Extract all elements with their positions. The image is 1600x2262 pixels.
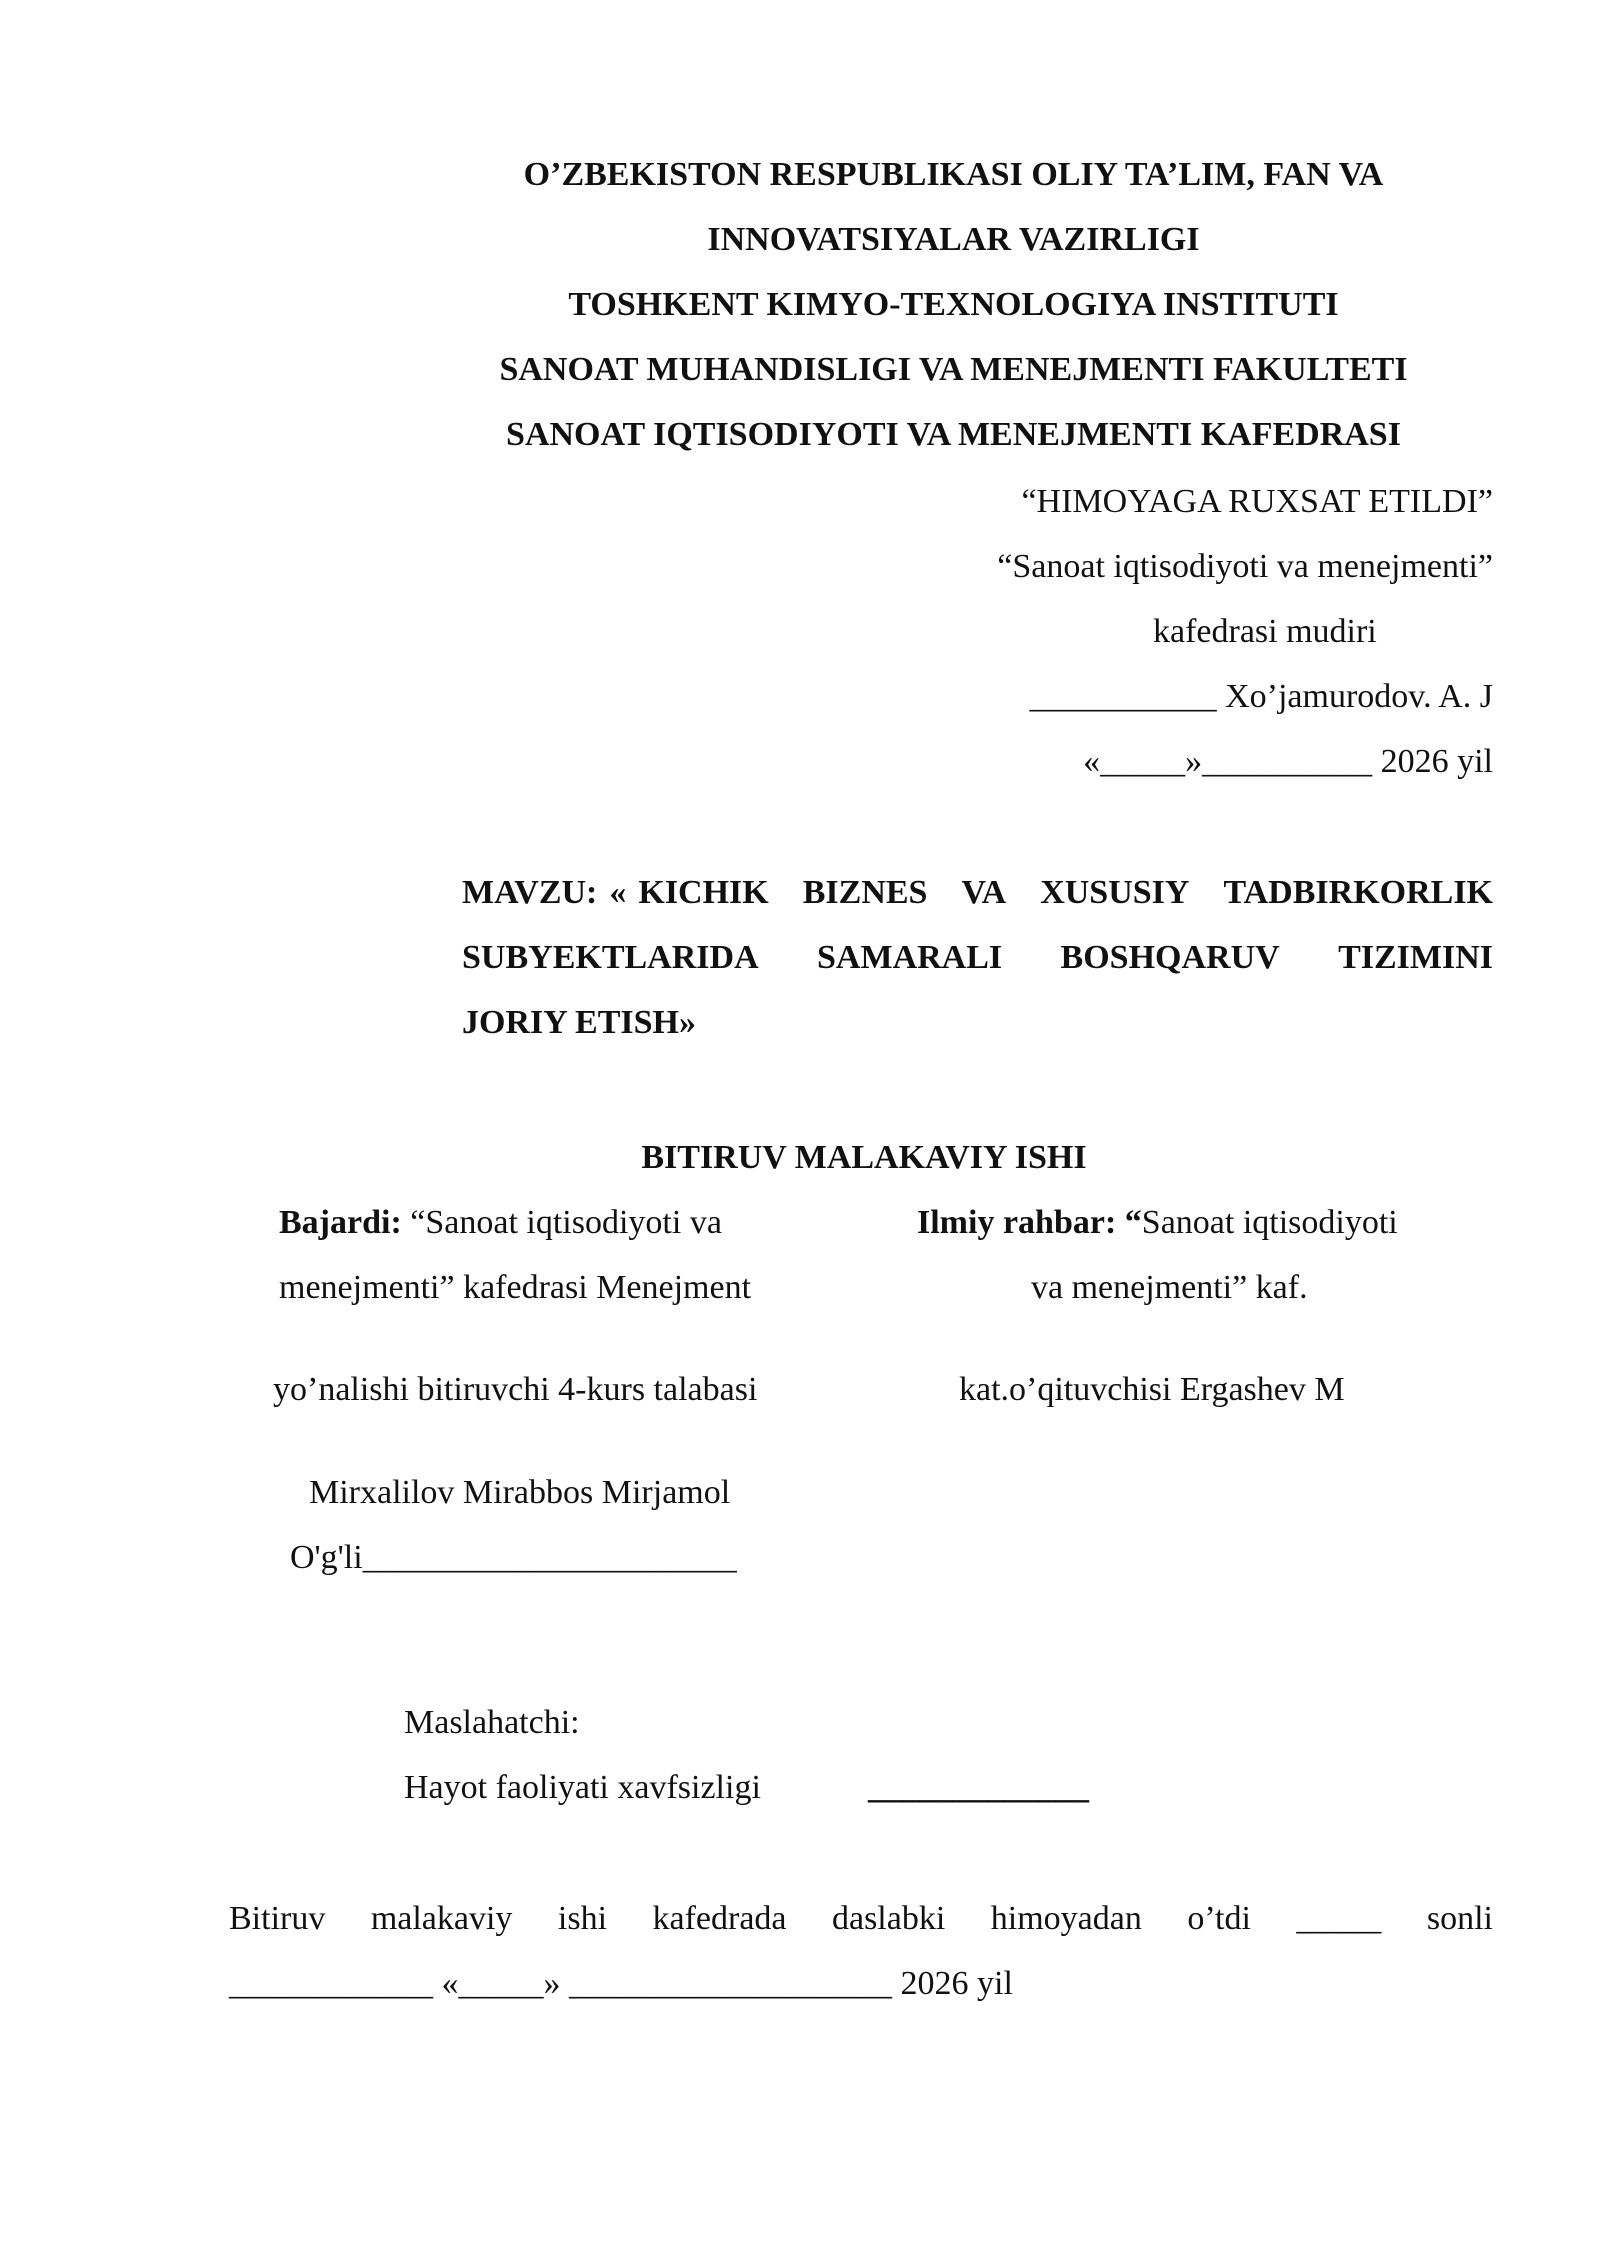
topic-word: XUSUSIY [1040, 874, 1190, 911]
topic-word: SUBYEKTLARIDA [462, 939, 759, 976]
supervisor-name: kat.o’qituvchisi Ergashev M [959, 1371, 1345, 1408]
consultant-signature-line: _____________ [868, 1769, 1089, 1806]
topic-word: BIZNES [802, 874, 928, 911]
student-signature-line: O'g'li______________________ [290, 1539, 737, 1576]
supervisor-line-2: va menejmenti” kaf. [1031, 1269, 1308, 1306]
supervisor-line-1 [917, 1203, 1398, 1243]
defense-word: malakaviy [370, 1900, 513, 1937]
ministry-line-2: INNOVATSIYALAR VAZIRLIGI [707, 221, 1200, 258]
topic-line-1 [462, 873, 1493, 913]
topic-word: SAMARALI [817, 939, 1003, 976]
student-line-3: yo’nalishi bitiruvchi 4-kurs talabasi [273, 1371, 758, 1408]
student-line-2: menejmenti” kafedrasi Menejment [279, 1269, 752, 1306]
work-title: BITIRUV MALAKAVIY ISHI [641, 1139, 1087, 1176]
supervisor-line-1-text: Sanoat iqtisodiyoti [1141, 1204, 1398, 1241]
approval-signature: ___________ Xo’jamurodov. A. J [1029, 678, 1493, 715]
approval-department: “Sanoat iqtisodiyoti va menejmenti” [997, 548, 1493, 585]
institute-name: TOSHKENT KIMYO-TEXNOLOGIYA INSTITUTI [568, 286, 1339, 323]
topic-word: MAVZU: [462, 874, 598, 911]
defense-line-2: ____________ «_____» ___________________ 2026 yil [229, 1965, 1013, 2002]
topic-word: BOSHQARUV [1060, 939, 1280, 976]
student-label: Bajardi: [279, 1204, 402, 1241]
defense-line-1 [229, 1899, 1493, 1939]
consultant-subject: Hayot faoliyati xavfsizligi [404, 1769, 761, 1806]
defense-word: Bitiruv [229, 1900, 326, 1937]
ministry-line-1: O’ZBEKISTON RESPUBLIKASI OLIY TA’LIM, FAN VA [523, 156, 1384, 193]
approval-date: «_____»__________ 2026 yil [1083, 743, 1493, 780]
approval-role: kafedrasi mudiri [1153, 613, 1377, 650]
topic-word: TADBIRKORLIK [1223, 874, 1493, 911]
topic-word: « [609, 874, 627, 911]
defense-word: _____ [1296, 1900, 1382, 1937]
student-name: Mirxalilov Mirabbos Mirjamol [309, 1474, 731, 1511]
student-line-1 [279, 1203, 722, 1243]
defense-word: daslabki [831, 1900, 946, 1937]
department-name: SANOAT IQTISODIYOTI VA MENEJMENTI KAFEDRASI [506, 416, 1401, 453]
topic-line-2 [462, 938, 1493, 978]
defense-word: sonli [1426, 1900, 1493, 1937]
topic-line-3: JORIY ETISH» [462, 1004, 696, 1041]
consultant-label: Maslahatchi: [404, 1704, 580, 1741]
topic-word: TIZIMINI [1338, 939, 1493, 976]
defense-word: kafedrada [652, 1900, 787, 1937]
topic-word: KICHIK [638, 874, 769, 911]
topic-word: VA [961, 874, 1007, 911]
defense-word: ishi [557, 1900, 608, 1937]
supervisor-label: Ilmiy rahbar: “ [917, 1204, 1142, 1241]
defense-word: o’tdi [1187, 1900, 1251, 1937]
student-line-1-text: “Sanoat iqtisodiyoti va [401, 1204, 722, 1241]
defense-word: himoyadan [990, 1900, 1142, 1937]
approval-title: “HIMOYAGA RUXSAT ETILDI” [1021, 483, 1493, 520]
faculty-name: SANOAT MUHANDISLIGI VA MENEJMENTI FAKULTETI [499, 351, 1408, 388]
